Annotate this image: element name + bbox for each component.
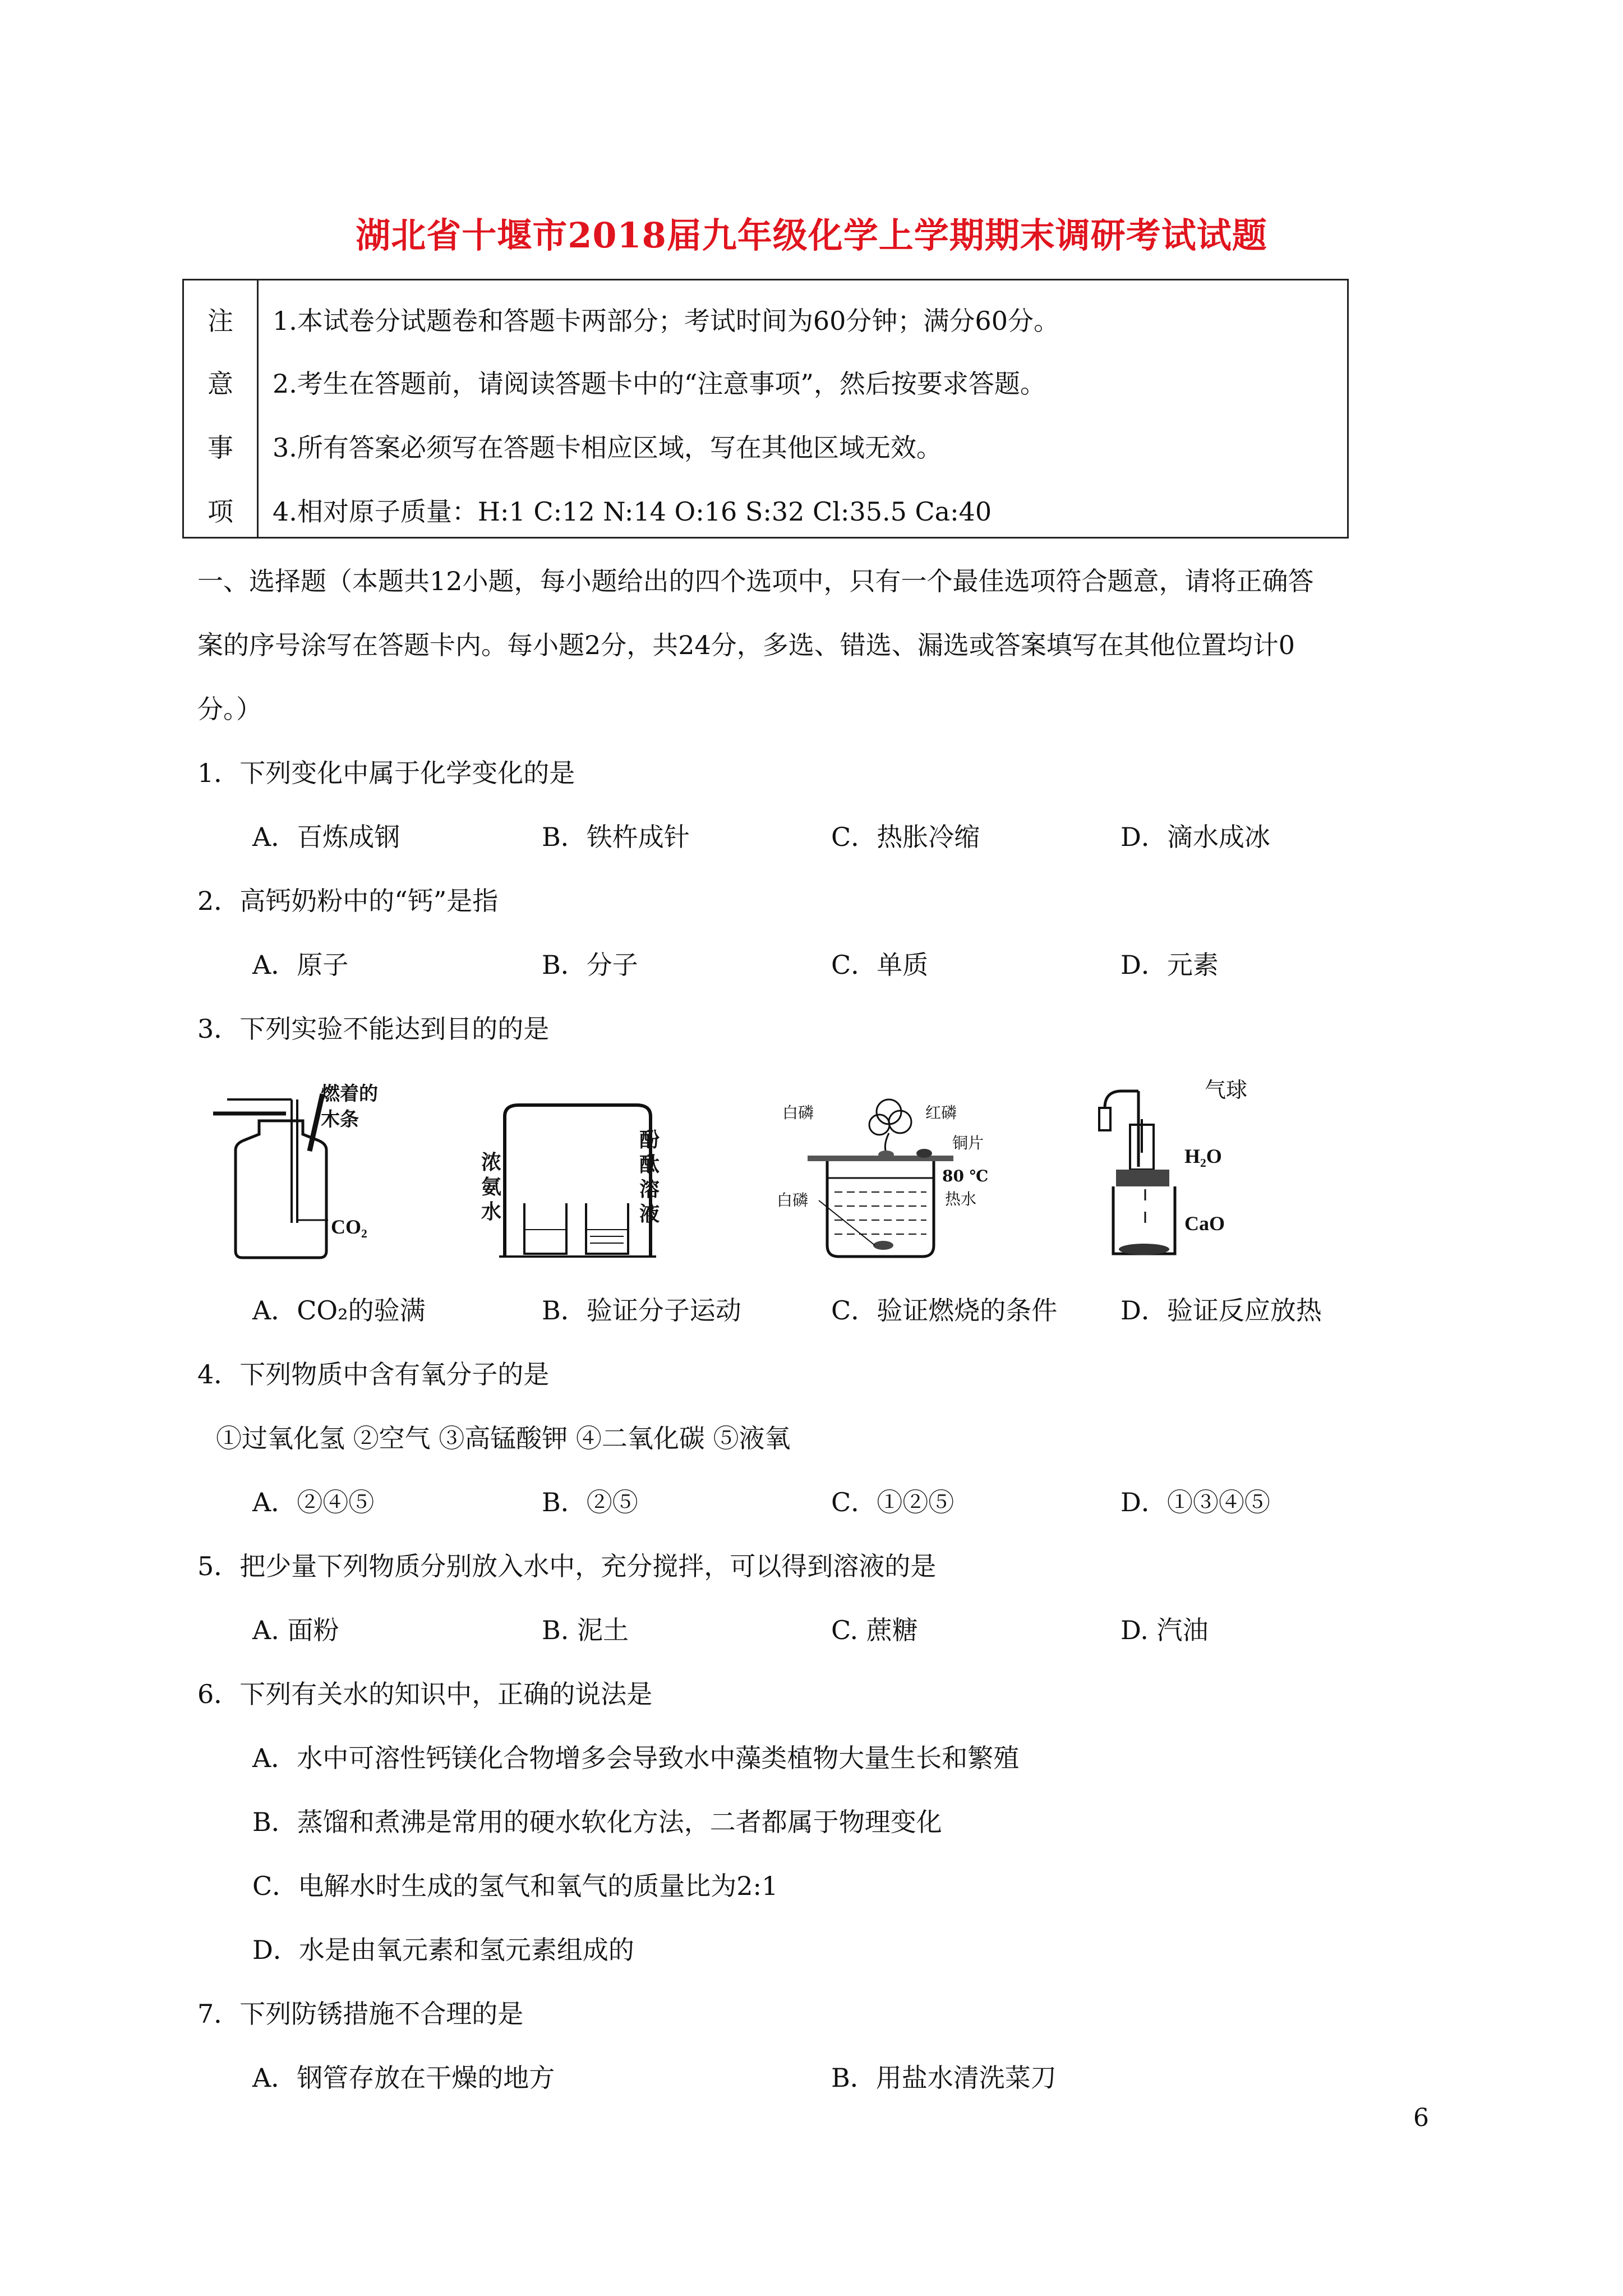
question-stem: 2．高钙奶粉中的“钙”是指 bbox=[197, 886, 499, 916]
notice-line: 3.所有答案必须写在答题卡相应区域，写在其他区域无效。 bbox=[273, 432, 942, 463]
figure-molecule-motion bbox=[494, 1099, 662, 1262]
figure-label: H₂O bbox=[1184, 1145, 1222, 1167]
question-stem: 4．下列物质中含有氧分子的是 bbox=[197, 1359, 550, 1389]
figure-label: 浓 氨 水 bbox=[481, 1151, 502, 1223]
answer-option: B．②⑤ bbox=[542, 1487, 638, 1517]
answer-option: B．铁杵成针 bbox=[542, 822, 690, 852]
notice-box bbox=[182, 279, 1349, 539]
answer-option: B．验证分子运动 bbox=[542, 1295, 741, 1326]
answer-option: B．用盐水清洗菜刀 bbox=[831, 2063, 1057, 2093]
answer-option: D．验证反应放热 bbox=[1121, 1295, 1322, 1326]
figure-label: 热水 bbox=[945, 1190, 977, 1208]
answer-option: C．验证燃烧的条件 bbox=[831, 1295, 1058, 1326]
notice-label-char: 意 bbox=[208, 369, 233, 399]
figure-label: 铜片 bbox=[952, 1134, 984, 1152]
question-stem: 7．下列防锈措施不合理的是 bbox=[197, 1999, 524, 2029]
question-stem: 6．下列有关水的知识中，正确的说法是 bbox=[197, 1679, 653, 1709]
answer-option: C．热胀冷缩 bbox=[831, 822, 980, 852]
answer-option: A．原子 bbox=[252, 950, 349, 980]
figure-label: 燃着的 bbox=[321, 1083, 378, 1105]
answer-option: C．电解水时生成的氢气和氧气的质量比为2:1 bbox=[252, 1871, 778, 1901]
notice-line: 1.本试卷分试题卷和答题卡两部分；考试时间为60分钟；满分60分。 bbox=[273, 306, 1059, 336]
answer-option: D．元素 bbox=[1121, 950, 1219, 980]
notice-line: 4.相对原子质量：H:1 C:12 N:14 O:16 S:32 Cl:35.5 Ca:40 bbox=[273, 496, 992, 527]
notice-divider bbox=[257, 280, 259, 537]
notice-label-char: 事 bbox=[208, 432, 233, 463]
notice-label-char: 项 bbox=[208, 496, 233, 527]
section-intro-line: 案的序号涂写在答题卡内。每小题2分，共24分，多选、错选、漏选或答案填写在其他位置均计0 bbox=[197, 630, 1295, 660]
answer-option: A．②④⑤ bbox=[252, 1487, 375, 1517]
answer-option: C. 蔗糖 bbox=[831, 1615, 918, 1645]
answer-option: C．①②⑤ bbox=[831, 1487, 955, 1517]
figure-label: CaO bbox=[1184, 1212, 1225, 1235]
question-substances: ①过氧化氢 ②空气 ③高锰酸钾 ④二氧化碳 ⑤液氧 bbox=[216, 1423, 791, 1453]
answer-option: D．水是由氧元素和氢元素组成的 bbox=[252, 1935, 634, 1965]
figure-label: 白磷 bbox=[782, 1103, 814, 1122]
answer-option: A．钢管存放在干燥的地方 bbox=[252, 2063, 555, 2093]
figure-label: 白磷 bbox=[777, 1191, 809, 1209]
section-intro-line: 一、选择题（本题共12小题，每小题给出的四个选项中，只有一个最佳选项符合题意，请将正确答 bbox=[197, 566, 1314, 596]
page-number: 6 bbox=[1413, 2104, 1429, 2132]
answer-option: A．水中可溶性钙镁化合物增多会导致水中藻类植物大量生长和繁殖 bbox=[252, 1743, 1020, 1773]
figure-co2-test bbox=[213, 1077, 393, 1268]
answer-option: D．滴水成冰 bbox=[1121, 822, 1270, 852]
answer-option: B. 泥土 bbox=[542, 1615, 629, 1645]
figure-label: CO₂ bbox=[331, 1216, 367, 1238]
figure-label: 气球 bbox=[1205, 1078, 1248, 1102]
question-stem: 1．下列变化中属于化学变化的是 bbox=[197, 758, 575, 788]
answer-option: A. 面粉 bbox=[252, 1615, 339, 1645]
question-stem: 3．下列实验不能达到目的的是 bbox=[197, 1014, 550, 1044]
question-stem: 5．把少量下列物质分别放入水中，充分搅拌，可以得到溶液的是 bbox=[197, 1551, 937, 1581]
figure-label: 木条 bbox=[321, 1108, 359, 1131]
answer-option: B．分子 bbox=[542, 950, 638, 980]
figure-label: 酚 酞 溶 液 bbox=[639, 1128, 660, 1226]
answer-option: A．百炼成钢 bbox=[252, 822, 400, 852]
notice-label-char: 注 bbox=[208, 306, 233, 336]
figure-label: 80 ℃ bbox=[942, 1167, 989, 1185]
figure-label: 红磷 bbox=[925, 1103, 957, 1122]
answer-option: D．①③④⑤ bbox=[1121, 1487, 1270, 1517]
answer-option: A．CO₂的验满 bbox=[252, 1295, 426, 1326]
section-intro-line: 分。） bbox=[197, 694, 262, 724]
page-title: 湖北省十堰市2018届九年级化学上学期期末调研考试试题 bbox=[356, 215, 1267, 256]
answer-option: C．单质 bbox=[831, 950, 929, 980]
answer-option: D. 汽油 bbox=[1121, 1615, 1209, 1645]
answer-option: B．蒸馏和煮沸是常用的硬水软化方法，二者都属于物理变化 bbox=[252, 1807, 942, 1837]
notice-line: 2.考生在答题前，请阅读答题卡中的“注意事项”，然后按要求答题。 bbox=[273, 369, 1046, 399]
